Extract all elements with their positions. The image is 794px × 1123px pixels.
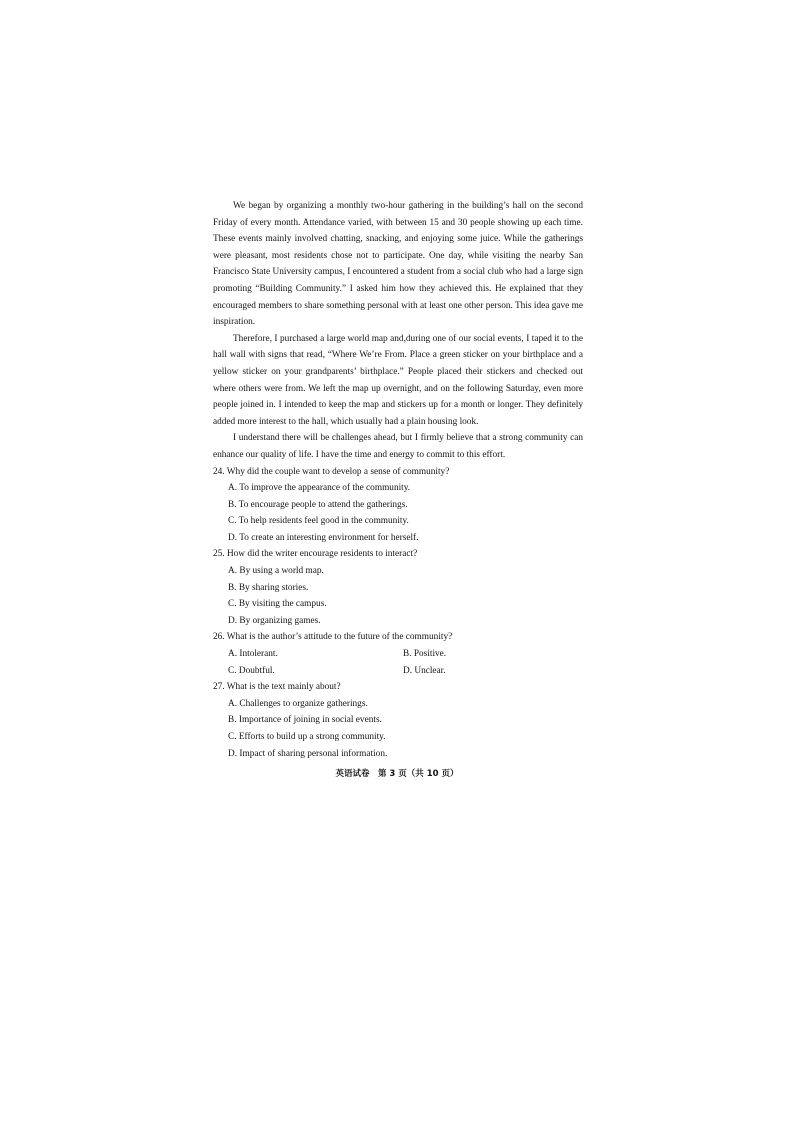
question-27	[213, 679, 583, 762]
option-row	[213, 646, 583, 663]
passage-paragraph-2: Therefore, I purchased a large world map and,during one of our social events, I taped it to the hall wall with signs that read, “Where We’re From. Place a green sticker on your birthplace and a yellow sticker on your grandparents’ birthplace.” People placed their stickers and checked out where others were from. We left the map up overnight, and on the following Saturday, even more people joined in. I intended to keep the map and stickers up for a month or longer. They definitely added more interest to the hall, which usually had a plain housing look.	[213, 333, 583, 427]
question-stem: 27. What is the text mainly about?	[213, 682, 341, 693]
option-d: D. Impact of sharing personal information.	[228, 748, 388, 759]
option-b: B. By sharing stories.	[228, 582, 309, 593]
exam-page-body	[213, 198, 583, 762]
option-a: A. By using a world map.	[228, 566, 324, 577]
option-c: C. By visiting the campus.	[228, 599, 327, 610]
option-c: C. Efforts to build up a strong community.	[228, 732, 386, 742]
question-stem: 25. How did the writer encourage residents to interact?	[213, 549, 418, 560]
passage-paragraph-3: I understand there will be challenges ahead, but I firmly believe that a strong community can enhance our quality of life. I have the time and energy to commit to this effort.	[213, 433, 583, 460]
option-a: A. Intolerant.	[228, 649, 278, 660]
question-25	[213, 546, 583, 629]
option-c: C. To help residents feel good in the community.	[228, 516, 409, 527]
option-b: B. Positive.	[403, 649, 447, 660]
option-d: D. By organizing games.	[228, 615, 321, 626]
question-stem: 26. What is the author’s attitude to the future of the community?	[213, 632, 453, 643]
option-row	[213, 663, 583, 680]
question-24	[213, 464, 583, 547]
option-a: A. To improve the appearance of the community.	[228, 483, 411, 494]
option-b: B. To encourage people to attend the gatherings.	[228, 499, 408, 510]
question-stem: 24. Why did the couple want to develop a sense of community?	[213, 466, 450, 477]
option-d: D. To create an interesting environment for herself.	[228, 532, 419, 543]
question-26	[213, 629, 583, 679]
page-footer: 英语试卷 第 3 页（共 10 页）	[335, 769, 459, 779]
option-c: C. Doubtful.	[228, 665, 275, 676]
option-b: B. Importance of joining in social events.	[228, 715, 382, 726]
passage-paragraph-1: We began by organizing a monthly two-hour gathering in the building’s hall on the second Friday of every month. Attendance varied, with between 15 and 30 people showing up each time. These events mainly involved chatting, snacking, and enjoying some juice. While the gatherings were pleasant, most residents chose not to participate. One day, while visiting the nearby San Francisco State University campus, I encountered a student from a social club who had a large sign promoting “Building Community.” I asked him how they achieved this. He explained that they encouraged members to share something personal with at least one other person. This idea gave me inspiration.	[213, 201, 583, 328]
option-a: A. Challenges to organize gatherings.	[228, 698, 368, 709]
option-d: D. Unclear.	[403, 665, 446, 676]
